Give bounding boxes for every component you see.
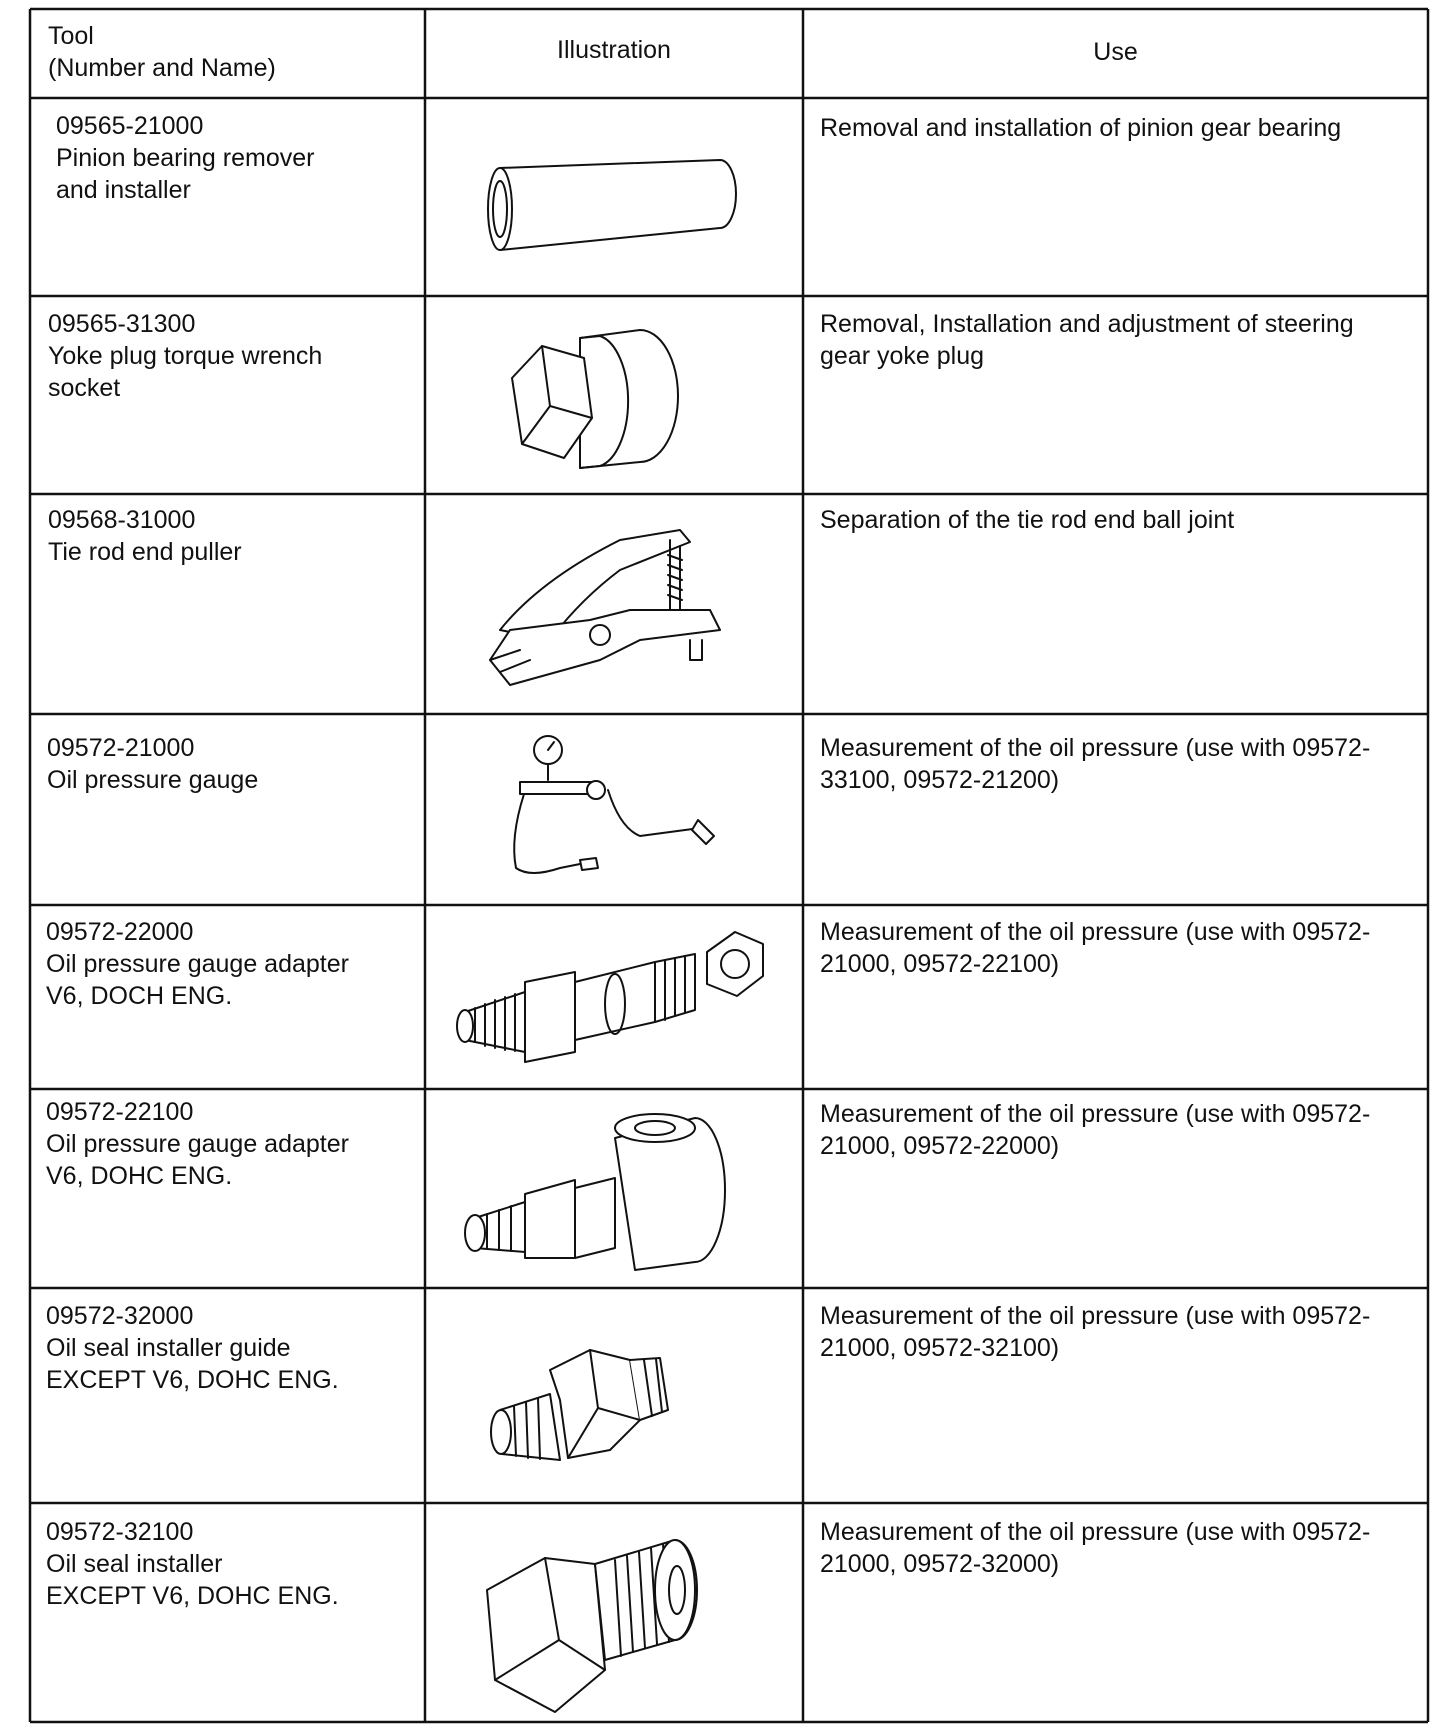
banjo-adapter-icon (455, 1098, 755, 1278)
tie-rod-puller-icon (470, 510, 740, 700)
installer-guide-icon (480, 1330, 690, 1480)
tool-cell-4: 09572-21000 Oil pressure gauge (47, 734, 259, 794)
header-use: Use (1093, 38, 1138, 66)
header-tool: Tool (Number and Name) (48, 22, 276, 82)
use-cell-3: Separation of the tie rod end ball joint (820, 506, 1235, 534)
tool-cell-2: 09565-31300 Yoke plug torque wrench socket (48, 310, 323, 402)
gauge-adapter-nut-icon (445, 912, 785, 1072)
use-cell-6: Measurement of the oil pressure (use with 09572- 21000, 09572-22000) (820, 1100, 1371, 1160)
hex-socket-icon (500, 318, 720, 488)
tool-cell-3: 09568-31000 Tie rod end puller (48, 506, 242, 566)
tube-installer-icon (480, 150, 760, 260)
header-illustration: Illustration (557, 36, 671, 64)
tool-cell-7: 09572-32000 Oil seal installer guide EXCEPT V6, DOHC ENG. (46, 1302, 339, 1394)
oil-seal-installer-icon (475, 1520, 735, 1720)
pressure-gauge-icon (500, 728, 730, 898)
use-cell-7: Measurement of the oil pressure (use with 09572- 21000, 09572-32100) (820, 1302, 1371, 1362)
use-cell-8: Measurement of the oil pressure (use with 09572- 21000, 09572-32000) (820, 1518, 1371, 1578)
use-cell-1: Removal and installation of pinion gear bearing (820, 114, 1342, 142)
use-cell-4: Measurement of the oil pressure (use with 09572- 33100, 09572-21200) (820, 734, 1371, 794)
tool-cell-5: 09572-22000 Oil pressure gauge adapter V6, DOCH ENG. (46, 918, 349, 1010)
tool-cell-1: 09565-21000 Pinion bearing remover and installer (56, 112, 315, 204)
tool-cell-6: 09572-22100 Oil pressure gauge adapter V6, DOHC ENG. (46, 1098, 349, 1190)
use-cell-2: Removal, Installation and adjustment of steering gear yoke plug (820, 310, 1354, 370)
use-cell-5: Measurement of the oil pressure (use with 09572- 21000, 09572-22100) (820, 918, 1371, 978)
tool-cell-8: 09572-32100 Oil seal installer EXCEPT V6, DOHC ENG. (46, 1518, 339, 1610)
